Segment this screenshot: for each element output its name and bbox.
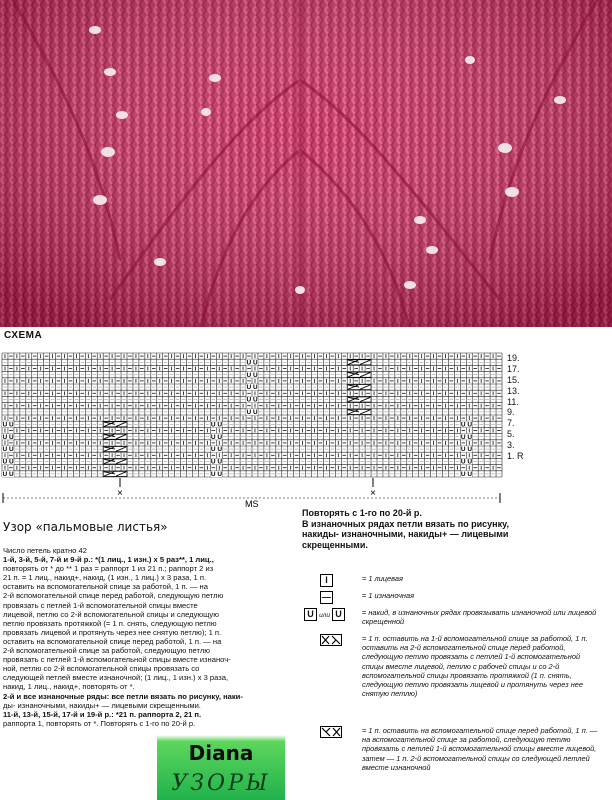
row-number: 1. R [507,451,524,462]
pattern-line: петлю провязать протяжкой (= 1 п. снять, следующую петлю [3,618,217,628]
pattern-line: 2-й вспомогательной спице за работой, следующую петлю [3,646,210,656]
chart-row-numbers [507,353,541,462]
repeat-note-line: скрещенными. [302,539,368,550]
yarn-over-mark: U U [210,458,223,466]
pattern-line: раппорта 1, повторять от *. Повторять с 1-го по 20-й р. [3,718,196,728]
row-number: 3. [507,440,515,451]
legend-knit-text: = 1 лицевая [362,574,403,583]
schema-label: СХЕМА [4,330,43,341]
yarn-over-mark: U U [460,421,473,429]
pattern-line: повторять от * до ** 1 раз = раппорт 1 из 21 п.; раппорт 2 из [3,564,214,574]
pattern-line: провязать с петлей 1-й вспомогательной спицы вместе [3,600,198,610]
yarn-over-mark: U U [210,433,223,441]
legend-cable-left-text: = 1 п. оставить на 1-й вспомогательной спице за работой, 1 п. оставить на 2-й вспомогательной спице перед работой, следующую петлю провязать с петлей 1-й вспомогательной спицы вместе лицевой, петлю с рабочей спицы и со 2-й вспомогательной спицы провязать протяжкой (1 п. снять, следующую петлю провязать лицевой и протянуть через нее снятую петлю) [362,634,588,699]
pattern-line: накид, 1 лиц., накид+, повторять от *. [3,682,135,692]
knitting-chart [0,348,540,518]
repeat-note-line: Повторять с 1-го по 20-й р. [302,508,422,518]
legend-cable-right-text: = 1 п. оставить на вспомогательной спице перед работой, 1 п. — на вспомогательной спице за работой, следующую петлю провязать с петлей 1-й вспомогательной спицы вместе лицевой, затем — 1 п. 2-й вспомогательной спицы со следующей петлей вместе изнаночной [362,726,598,772]
pattern-line: провязать с петлей 1-й вспомогательной спицы вместе изнаноч- [3,655,231,665]
yarn-over-mark: U U [2,458,14,466]
pattern-line: 11-й, 13-й, 15-й, 17-й и 19-й р.: *21 п. раппорта 2, 21 п. [3,709,202,719]
yarn-over-mark: U U [460,446,473,454]
pattern-line: следующей петлей вместе изнаночной; (1 лиц., 1 изн.) х 3 раза, [3,673,229,683]
pattern-line: Число петель кратно 42 [3,546,87,555]
row-number: 11. [507,396,519,407]
pattern-instructions [3,546,303,728]
yarn-over-mark: U U [460,433,473,441]
purl-symbol-icon: — [322,592,331,602]
row-number: 17. [507,363,520,374]
yarn-over-symbol-icon: U или U [304,608,345,621]
row-number: 19. [507,353,520,363]
yarn-over-mark: U U [2,471,14,478]
yarn-over-mark: U U [210,471,223,478]
yarn-over-mark: U U [246,371,258,379]
knitted-swatch-photo [0,0,612,327]
row-number: 9. [507,407,515,418]
logo-subtitle: УЗОРЫ [171,771,271,796]
repeat-label: MS [245,499,259,509]
pattern-line: провязать лицевой и протянуть через нее снятую петлю); 1 п. [3,627,222,637]
yarn-over-mark: U U [2,446,14,454]
cable-right-symbol-icon [320,726,342,740]
logo-name: Diana [188,741,254,765]
row-number: 5. [507,429,515,440]
legend-yarn-over-text: = накид, в изнаночных рядах провязывать изнаночной или лицевой скрещенной [362,608,597,627]
repeat-note-line: В изнаночных рядах петли вязать по рисунку, [302,518,509,529]
repeat-marker-right: × [370,488,376,499]
yarn-over-mark: U U [460,471,473,478]
pattern-line: лицевой, петлю со 2-й вспомогательной спицы и следующую [3,609,219,619]
yarn-over-mark: U U [246,396,258,404]
yarn-over-mark: U U [2,421,14,429]
yarn-over-mark: U U [246,359,258,367]
cable-left-symbol-icon [320,634,342,648]
yarn-over-mark: U U [246,384,258,392]
yarn-over-mark: U U [460,458,473,466]
legend-purl-text: = 1 изнаночная [362,591,415,600]
pattern-line: ды- изнаночными, накиды+ — лицевыми скрещенными. [3,700,201,710]
legend-column [302,508,607,800]
row-number: 13. [507,385,520,396]
repeat-note [302,508,607,550]
yarn-over-mark: U U [2,433,14,441]
repeat-marker-left: × [117,488,123,499]
swatch-illustration [0,0,612,327]
pattern-line: 2-й вспомогательной спице перед работой, следующую петлю [3,591,224,601]
chart-grid [0,348,540,518]
pattern-line: оставить на вспомогательной спице за работой, 1 п. — на [3,582,208,592]
pattern-line: оставить на вспомогательной спице перед работой, 1 п. — на [3,636,222,646]
diana-logo [157,735,285,800]
yarn-over-mark: U U [210,446,223,454]
row-number: 15. [507,374,520,385]
pattern-line: ной, петлю со 2-й вспомогательной спицы провязать со [3,664,200,674]
pattern-title: Узор «пальмовые листья» [3,520,168,534]
pattern-line: 1-й, 3-й, 5-й, 7-й и 9-й р.: *(1 лиц., 1 изн.) х 5 раз**, 1 лиц., [3,555,214,565]
yarn-over-mark: U U [246,409,258,416]
knit-symbol-icon: I [320,574,333,587]
yarn-over-mark: U U [210,421,223,429]
repeat-note-line: накиды- изнаночными, накиды+ — лицевыми [302,529,509,539]
pattern-line: 2-й и все изнаночные ряды: все петли вязать по рисунку, наки- [3,691,243,701]
row-number: 7. [507,418,515,429]
pattern-line: 21 п. = 1 лиц., накид+, накид, (1 изн., 1 лиц.) х 3 раза, 1 п. [3,573,207,583]
